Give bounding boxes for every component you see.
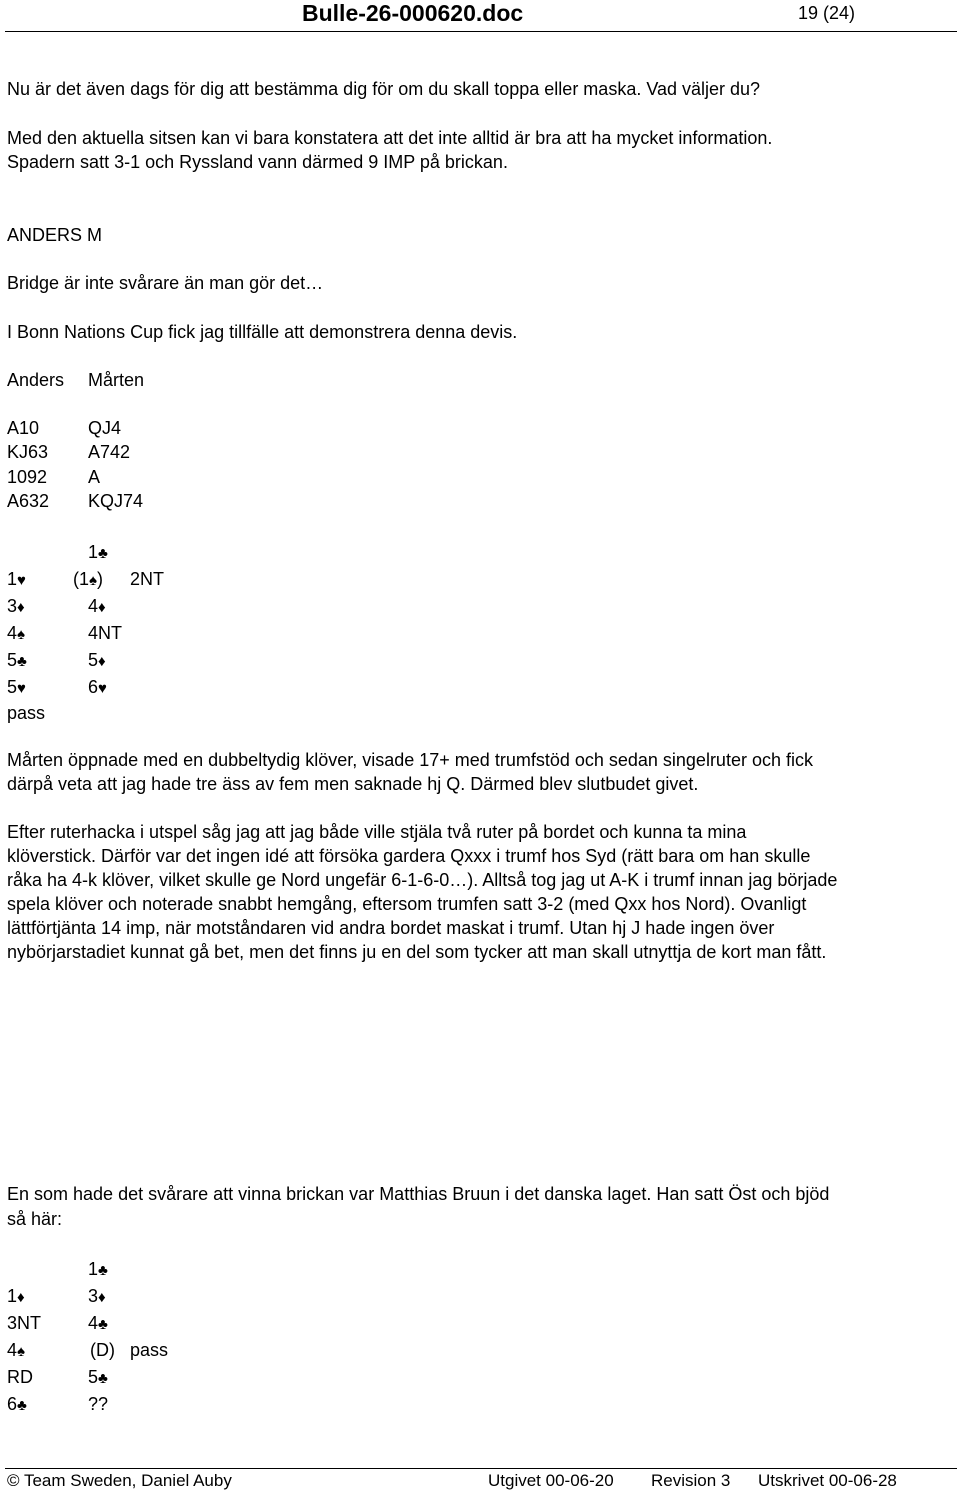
- west-diamonds: 1092: [7, 467, 48, 487]
- west-clubs: A632: [7, 491, 50, 511]
- page-number: 19 (24): [798, 3, 856, 23]
- document-title: Bulle-26-000620.doc: [302, 0, 524, 26]
- bid: pass: [130, 1340, 169, 1360]
- bid: 5♣: [7, 650, 27, 670]
- bid: ??: [88, 1394, 109, 1414]
- bid: 1♦: [7, 1286, 25, 1306]
- diamond-icon: ♦: [98, 653, 106, 670]
- section-intro: I Bonn Nations Cup fick jag tillfälle att demonstrera denna devis.: [7, 322, 518, 342]
- bid: 3♦: [88, 1286, 106, 1306]
- paragraph-conclusion-line2: Spadern satt 3-1 och Ryssland vann därmed 9 IMP på brickan.: [7, 152, 508, 172]
- bid: (1♠): [73, 569, 103, 589]
- bid: (D): [90, 1340, 115, 1360]
- bid: 6♣: [7, 1394, 27, 1414]
- west-hearts: KJ63: [7, 442, 49, 462]
- bid: 5♣: [88, 1367, 108, 1387]
- heart-icon: ♥: [98, 680, 107, 697]
- bid: 3NT: [7, 1313, 42, 1333]
- club-icon: ♣: [17, 653, 27, 670]
- bid: 5♦: [88, 650, 106, 670]
- footer-divider: [5, 1468, 957, 1469]
- bid: 2NT: [130, 569, 165, 589]
- paragraph-play-line4: spela klöver och noterade snabbt hemgång, eftersom trumfen satt 3-2 (med Qxx hos Nord). Ovanligt: [7, 894, 807, 914]
- paragraph-play-line6: nybörjarstadiet kunnat gå bet, men det finns ju en del som tycker att man skall utnyttja de kort man fått.: [7, 942, 827, 962]
- diamond-icon: ♦: [17, 599, 25, 616]
- bid: 4♠: [7, 623, 25, 643]
- west-player-name: Anders: [7, 370, 65, 390]
- spade-icon: ♠: [17, 1343, 25, 1360]
- paragraph-danish-line2: så här:: [7, 1209, 63, 1229]
- footer-copyright: © Team Sweden, Daniel Auby: [7, 1471, 232, 1490]
- bid: 4♠: [7, 1340, 25, 1360]
- spade-icon: ♠: [89, 572, 97, 589]
- paragraph-play-line3: råka ha 4-k klöver, vilket skulle ge Nord ungefär 6-1-6-0…). Alltså tog jag ut A-K i trumf innan jag började: [7, 870, 838, 890]
- bid: 3♦: [7, 596, 25, 616]
- club-icon: ♣: [98, 545, 108, 562]
- bid: 4NT: [88, 623, 123, 643]
- paragraph-play-line1: Efter ruterhacka i utspel såg jag att jag både ville stjäla två ruter på bordet och kunna ta mina: [7, 822, 747, 842]
- paragraph-play-line2: klöverstick. Därför var det ingen idé att försöka gardera Qxxx i trumf hos Syd (rätt bara om han skulle: [7, 846, 811, 866]
- bid: 4♦: [88, 596, 106, 616]
- bid: 6♥: [88, 677, 107, 697]
- section-heading: Bridge är inte svårare än man gör det…: [7, 273, 324, 293]
- bid: RD: [7, 1367, 33, 1387]
- header-divider: [5, 31, 957, 32]
- bid: pass: [7, 703, 46, 723]
- club-icon: ♣: [17, 1397, 27, 1414]
- west-spades: A10: [7, 418, 40, 438]
- club-icon: ♣: [98, 1370, 108, 1387]
- footer-issued-date: Utgivet 00-06-20: [488, 1471, 614, 1490]
- paragraph-danish-line1: En som hade det svårare att vinna brickan var Matthias Bruun i det danska laget. Han satt Öst och bjöd: [7, 1184, 830, 1204]
- bid: 1♥: [7, 569, 26, 589]
- diamond-icon: ♦: [17, 1289, 25, 1306]
- bid: 1♣: [88, 1259, 108, 1279]
- east-spades: QJ4: [88, 418, 122, 438]
- bid: 5♥: [7, 677, 26, 697]
- east-hearts: A742: [88, 442, 131, 462]
- bid: 1♣: [88, 542, 108, 562]
- spade-icon: ♠: [17, 626, 25, 643]
- club-icon: ♣: [98, 1262, 108, 1279]
- page-header: [0, 0, 960, 30]
- diamond-icon: ♦: [98, 1289, 106, 1306]
- footer-printed-date: Utskrivet 00-06-28: [758, 1471, 897, 1490]
- diamond-icon: ♦: [98, 599, 106, 616]
- paragraph-play-line5: lättförtjänta 14 imp, när motståndaren vid andra bordet maskat i trumf. Utan hj J hade ingen över: [7, 918, 775, 938]
- east-clubs: KQJ74: [88, 491, 144, 511]
- paragraph-auction-explain-line1: Mårten öppnade med en dubbeltydig klöver, visade 17+ med trumfstöd och sedan singelruter och fick: [7, 750, 813, 770]
- heart-icon: ♥: [17, 680, 26, 697]
- east-player-name: Mårten: [88, 370, 145, 390]
- east-diamonds: A: [88, 467, 101, 487]
- heart-icon: ♥: [17, 572, 26, 589]
- footer-revision: Revision 3: [651, 1471, 731, 1490]
- author-name: ANDERS M: [7, 225, 103, 245]
- club-icon: ♣: [98, 1316, 108, 1333]
- bid: 4♣: [88, 1313, 108, 1333]
- paragraph-question: Nu är det även dags för dig att bestämma dig för om du skall toppa eller maska. Vad väljer du?: [7, 79, 761, 99]
- paragraph-conclusion-line1: Med den aktuella sitsen kan vi bara konstatera att det inte alltid är bra att ha mycket information.: [7, 128, 773, 148]
- paragraph-auction-explain-line2: därpå veta att jag hade tre äss av fem men saknade hj Q. Därmed blev slutbudet givet.: [7, 774, 699, 794]
